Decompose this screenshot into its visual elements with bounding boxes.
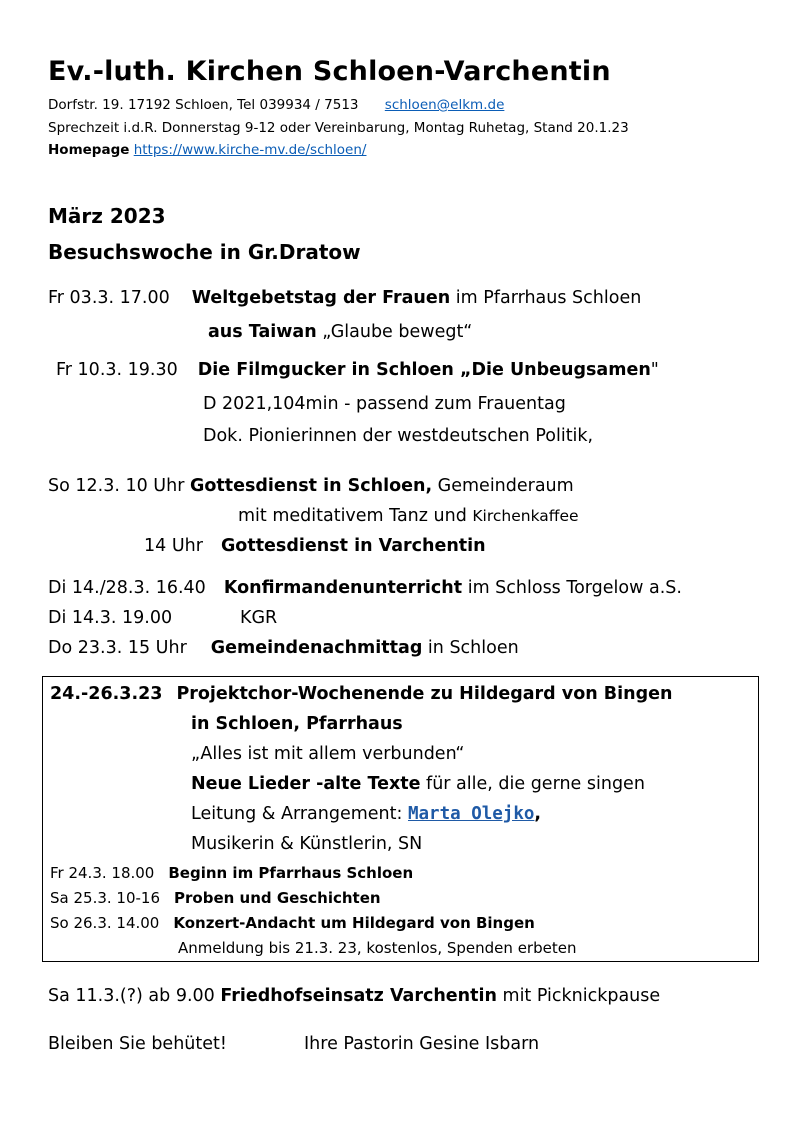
projektchor-title: Projektchor-Wochenende zu Hildegard von Bingen [176,684,673,704]
projektchor-leitung [191,804,541,824]
event-detail: in Schloen [422,638,519,658]
closing-greeting: Bleiben Sie behütet! [48,1034,227,1054]
projektchor-location: in Schloen, Pfarrhaus [191,714,403,734]
event-time: 14 Uhr [144,536,203,556]
event-konfirmanden [48,578,682,598]
address-text: Dorfstr. 19. 17192 Schloen, Tel 039934 / 7513 [48,97,359,113]
homepage-label: Homepage [48,142,130,158]
event-date: So 12.3. 10 Uhr [48,476,185,496]
schedule-item [50,914,535,932]
event-title: Friedhofseinsatz Varchentin [220,986,497,1006]
event-date: Fr 10.3. 19.30 [56,360,178,380]
address-line [48,97,504,113]
event-detail: mit Picknickpause [496,986,661,1006]
schedule-date: Fr 24.3. 18.00 [50,864,155,882]
event-title: Konfirmandenunterricht [223,578,463,598]
event-title: Weltgebetstag der Frauen [191,288,451,308]
schedule-item [50,889,381,907]
event-gottesdienst-schloen-line2 [238,506,579,526]
projektchor-anmeldung: Anmeldung bis 21.3. 23, kostenlos, Spenden erbeten [178,939,577,957]
event-filmgucker-line2: D 2021,104min - passend zum Frauentag [203,394,566,414]
month-title: März 2023 [48,204,166,228]
event-title: Gottesdienst in Schloen, [189,476,433,496]
homepage-line [48,142,366,158]
event-title: Gottesdienst in Varchentin [220,536,486,556]
event-title: Die Filmgucker in Schloen „Die Unbeugsamen [197,360,651,380]
event-date: Do 23.3. 15 Uhr [48,638,187,658]
page-title: Ev.-luth. Kirchen Schloen-Varchentin [48,56,611,87]
event-kgr [48,608,172,628]
projektchor-motto: „Alles ist mit allem verbunden“ [191,744,465,764]
schedule-date: So 26.3. 14.00 [50,914,160,932]
event-friedhofseinsatz [48,986,660,1006]
month-subtitle: Besuchswoche in Gr.Dratow [48,240,361,264]
event-detail: mit meditativem Tanz und [238,506,473,526]
schedule-date: Sa 25.3. 10-16 [50,889,161,907]
leitung-comma: , [534,804,542,824]
event-filmgucker-line3: Dok. Pionierinnen der westdeutschen Politik, [203,426,594,446]
event-weltgebetstag-line2 [208,322,472,342]
event-gottesdienst-varchentin [144,536,486,556]
projektchor-heading [50,684,672,704]
event-detail: " [650,360,659,380]
projektchor-lieder-title: Neue Lieder -alte Texte [191,774,421,794]
event-date: Fr 03.3. 17.00 [48,288,170,308]
event-detail: im Schloss Torgelow a.S. [462,578,682,598]
event-subtitle: aus Taiwan [208,322,317,342]
projektchor-lieder-detail: für alle, die gerne singen [420,774,645,794]
projektchor-leitung-label: Leitung & Arrangement: [191,804,403,824]
event-gemeindenachmittag [48,638,519,658]
leitung-name-link[interactable]: Marta Olejko [407,804,535,824]
event-gottesdienst-schloen [48,476,574,496]
event-motto: „Glaube bewegt“ [316,322,473,342]
schedule-item [50,864,413,882]
event-kgr-title: KGR [240,608,278,628]
projektchor-musikerin: Musikerin & Künstlerin, SN [191,834,423,854]
schedule-text: Konzert-Andacht um Hildegard von Bingen [173,914,535,932]
event-filmgucker [56,360,659,380]
email-link[interactable]: schloen@elkm.de [384,97,505,113]
office-hours: Sprechzeit i.d.R. Donnerstag 9-12 oder Vereinbarung, Montag Ruhetag, Stand 20.1.23 [48,120,629,136]
event-detail: im Pfarrhaus Schloen [450,288,642,308]
event-date: Di 14.3. 19.00 [48,608,173,628]
event-detail-kaffee: Kirchenkaffee [472,507,579,525]
projektchor-lieder [191,774,645,794]
schedule-text: Beginn im Pfarrhaus Schloen [168,864,414,882]
event-detail: Gemeinderaum [432,476,574,496]
homepage-link[interactable]: https://www.kirche-mv.de/schloen/ [133,142,367,158]
event-date: Di 14./28.3. 16.40 [48,578,206,598]
signature: Ihre Pastorin Gesine Isbarn [304,1034,540,1054]
event-date: Sa 11.3.(?) ab 9.00 [48,986,215,1006]
projektchor-date: 24.-26.3.23 [50,684,163,704]
schedule-text: Proben und Geschichten [174,889,381,907]
event-title: Gemeindenachmittag [210,638,423,658]
event-weltgebetstag [48,288,641,308]
